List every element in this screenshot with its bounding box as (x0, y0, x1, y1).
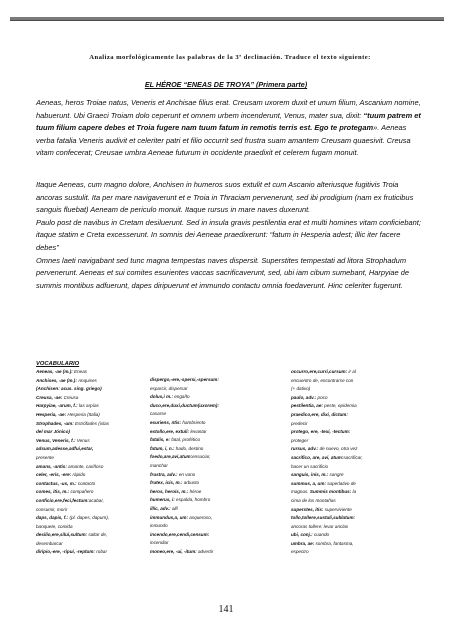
vocabulary-definition: poco (316, 394, 328, 400)
vocabulary-entry (291, 420, 419, 429)
vocabulary-term: desilio,ere,silui,sultum: (36, 532, 88, 538)
vocabulary-term: duco,ere,duxi,ductum(uxorem): (150, 402, 219, 408)
vocabulary-term: dispergo,-ere,-spersi,-spersum: (150, 377, 219, 382)
vocabulary-definition: la (351, 489, 357, 495)
vocabulary-definition: hacer un sacrificio (291, 463, 329, 469)
vocabulary-term: paulo, adv.: (291, 394, 317, 400)
vocabulary-definition: saltar de, (87, 532, 108, 538)
vocabulary-term: sacrifico, are, avi, atum: (291, 454, 344, 460)
instruction-text: Analiza morfológicamente las palabras de la 3ª declinación. Traduce el texto siguiente: (89, 54, 371, 61)
vocabulary-entry (291, 368, 419, 377)
vocabulary-entry (291, 531, 419, 540)
vocabulary-definition: superlativo de (325, 480, 356, 486)
vocabulary-entry (36, 454, 154, 463)
vocabulary-definition: engaño (172, 394, 190, 400)
vocabulary-term: humerus, i: (150, 497, 175, 503)
vocabulary-column-3 (291, 368, 419, 557)
vocabulary-entry (150, 393, 280, 402)
vocabulary-definition: sombra, fantasma, (314, 540, 354, 546)
vocabulary-entry (291, 540, 419, 549)
vocabulary-entry (150, 376, 280, 385)
vocabulary-entry (291, 514, 419, 523)
vocabulary-entry (36, 437, 154, 446)
vocabulary-term: fatum, i, n.: (150, 445, 175, 451)
vocabulary-entry (150, 479, 280, 488)
vocabulary-definition: advertir (196, 548, 214, 554)
vocabulary-definition: (+ dativo) (291, 386, 311, 392)
vocabulary-term: protego, ere, -texi, -tectum: (291, 429, 351, 435)
vocabulary-definition: cuando (312, 532, 330, 538)
vocabulary-entry (150, 522, 280, 531)
vocabulary-definition: Venus (75, 437, 90, 443)
vocabulary-entry (150, 488, 280, 497)
paragraph-run: ». Aeneas verba fatalia Veneris audivit et celeriter patri et filio occurrit sed frustra suam amantem Creusam quaesivit. Creusa vitam confecerat; Creusae umbra Aeneae futurum in occidente praedixit et celerem fugam monuit. (36, 123, 411, 158)
vocabulary-definition: cima de los montañas (291, 497, 336, 503)
paragraph-2b: Paulo post de navibus in Cretam desiluerunt. Sed in insula gravis pestilentia erat et multi homines vitam conficiebant; itaque statim e Creta excesserunt. In somnis dei Aeneae praedixerunt: “fatum in Hesperia adest; illic iter facere debes” (36, 217, 421, 252)
vocabulary-definition: proteger (291, 437, 309, 443)
vocabulary-term: Strophades, -um: (36, 420, 74, 426)
vocabulary-entry (291, 471, 419, 480)
vocabulary-definition: Estrófades (islas (73, 420, 110, 426)
vocabulary-term: rursus, adv.: (291, 446, 319, 452)
vocabulary-entry (291, 523, 419, 532)
vocabulary-term: illic, adv.: (150, 505, 171, 511)
vocabulary-definition: Hesperia (Italia) (66, 411, 100, 417)
vocabulary-entry (150, 505, 280, 514)
vocabulary-entry (150, 496, 280, 505)
vocabulary-term: celer, -eris, -ere: (36, 472, 72, 478)
vocabulary-entry (36, 377, 154, 386)
latin-paragraph-1 (36, 97, 421, 160)
vocabulary-entry (36, 394, 154, 403)
vocabulary-term: occurro,ere,curri,cursum: (291, 369, 348, 374)
vocabulary-entry (36, 368, 154, 377)
vocabulary-entry (291, 385, 419, 394)
vocabulary-definition: ensuciar, (192, 454, 211, 460)
vocabulary-column-2 (150, 376, 280, 556)
vocabulary-definition: sangre (328, 472, 344, 478)
vocabulary-definition: desembarcar (36, 540, 63, 546)
vocabulary-term: superstes, itis: (291, 506, 324, 512)
vocabulary-definition: peste, epidemia (322, 403, 357, 409)
vocabulary-definition: magnus. (291, 489, 310, 495)
vocabulary-term: frutex, icis, m.: (150, 480, 183, 486)
vocabulary-definition: en vano (177, 471, 196, 477)
vocabulary-entry (291, 437, 419, 446)
vocabulary-entry (150, 410, 280, 419)
vocabulary-entry (36, 540, 154, 549)
vocabulary-definition: arbusto (182, 480, 200, 486)
vocabulary-entry (291, 488, 419, 497)
vocabulary-definition: superviviente (323, 506, 352, 512)
vocabulary-term: heros, herois, m.: (150, 488, 189, 494)
vocabulary-term: Aeneas, -ae (m.): (36, 369, 73, 374)
page-number: 141 (218, 604, 234, 615)
vocabulary-term: fatalis, e: (150, 437, 170, 443)
vocabulary-entry (291, 377, 419, 386)
vocabulary-entry (291, 428, 419, 437)
vocabulary-definition: Anquises (76, 377, 97, 383)
vocabulary-definition: ir al (347, 369, 356, 374)
vocabulary-entry (36, 523, 154, 532)
vocabulary-definition: acabar, (88, 497, 104, 503)
header-rule (10, 17, 444, 21)
vocabulary-definition: presente (36, 454, 54, 460)
vocabulary-definition: encuentro de, encontrarse con (291, 377, 354, 383)
vocabulary-entry (150, 462, 280, 471)
reading-title: EL HÉROE “ENEAS DE TROYA” (Primera parte) (144, 80, 308, 89)
paragraph-run: Aeneas, heros Troiae natus, Veneris et Anchisae filius erat. Creusam uxorem duxit et unum filium, Ascanium nomine, habuerunt. Ubi Graeci Troiam dolo ceperunt et omnem urbem incenderunt, Venus, mater sua, dixit: (36, 98, 421, 120)
vocabulary-term: frustra, adv.: (150, 471, 178, 477)
vocabulary-term: Creusa, -ae: (36, 394, 63, 400)
vocabulary-entry (150, 531, 280, 540)
vocabulary-term: conficio,ere,feci,fectum: (36, 497, 89, 503)
paragraph-2c: Omnes laeti navigabant sed tunc magna tempestas naves dispersit. Superstites tempestati ad litora Strophadum pervenerunt. Aeneas et sui comites esurientes vaccas sacrificaverunt, sed, ubi iam cibum sumebant, Harpyiae de summis montibus adfuerunt, dapes diripuerunt et immundo contactu omnia foedaverunt. Hinc celeriter fugerunt. (36, 255, 410, 290)
vocabulary-entry (36, 428, 154, 437)
vocabulary-term: Venus, Veneris, f.: (36, 437, 76, 443)
vocabulary-definition: Creusa (62, 394, 79, 400)
vocabulary-definition: inmundo (150, 523, 168, 529)
vocabulary-definition: asqueroso, (188, 514, 213, 520)
latin-paragraph-2 (36, 179, 421, 292)
vocabulary-column-1 (36, 368, 154, 557)
vocabulary-term: comes, itis, m.: (36, 489, 70, 495)
vocabulary-entry (291, 454, 419, 463)
vocabulary-definition: amante, cariñoso (66, 463, 104, 469)
vocabulary-entry (36, 497, 154, 506)
vocabulary-definition: levantar (189, 428, 207, 434)
vocabulary-term: amans, -antis: (36, 463, 67, 469)
vocabulary-entry (150, 453, 280, 462)
vocabulary-definition: hambriento (181, 419, 206, 425)
vocabulary-entry (291, 445, 419, 454)
vocabulary-definition: consumir, morir (36, 506, 68, 512)
vocabulary-term: contactus, -us, m.: (36, 480, 77, 486)
vocabulary-definition: casarse (150, 411, 167, 417)
vocabulary-definition: fatal, profético (169, 437, 201, 443)
vocabulary-definition: de nuevo, otra vez (318, 446, 358, 452)
vocabulary-term: Hesperia, -ae: (36, 411, 67, 417)
vocabulary-entry (36, 463, 154, 472)
vocabulary-term: sanguis, inis, m.: (291, 472, 329, 478)
vocabulary-entry (36, 385, 154, 394)
vocabulary-entry (36, 402, 154, 411)
vocabulary-entry (150, 471, 280, 480)
vocabulary-entry (150, 539, 280, 548)
vocabulary-entry (291, 411, 419, 420)
paragraph-1-body (36, 97, 421, 160)
vocabulary-entry (36, 548, 154, 557)
vocabulary-definition: ancoras tollere: levar anclas (291, 523, 349, 529)
vocabulary-term: Summis montibus: (309, 489, 352, 495)
vocabulary-definition: (pl. dapes, dapum), (68, 515, 110, 521)
vocabulary-entry (36, 445, 154, 454)
vocabulary-term: del mar Jónico) (36, 429, 70, 435)
vocabulary-entry (291, 463, 419, 472)
vocabulary-entry (36, 411, 154, 420)
vocabulary-term: immundus,a, um: (150, 514, 189, 520)
vocabulary-term: Harpyiae, -arum, f.: (36, 403, 78, 409)
vocabulary-entry (36, 480, 154, 489)
vocabulary-entry (36, 531, 154, 540)
vocabulary-definition: robar (94, 549, 107, 555)
paragraph-2a: Itaque Aeneas, cum magno dolore, Anchisen in humeros suos extulit et cum Ascanio alteriusque fugitivis Troia ancoras sustulit. Ita per mare navigaverunt et e Troia in Thraciam pervenerunt, sed ibi prodigium (nam ex fruticibus sanguis fluebat) Aeneam de periculo monuit. Itaque rursus in mare naves duxerunt. (36, 180, 414, 215)
vocabulary-definition: esparcir, dispersar (150, 385, 188, 391)
vocabulary-term: dolus,i m.: (150, 394, 173, 400)
vocabulary-entry (36, 420, 154, 429)
vocabulary-definition: Eneas (72, 369, 88, 374)
vocabulary-entry (150, 436, 280, 445)
vocabulary-term: diripio,-ere, -ripui, -reptum: (36, 549, 95, 555)
vocabulary-definition: compañero (69, 489, 94, 495)
vocabulary-term: praedico,ere, dixi, dictum: (291, 411, 348, 417)
vocabulary-definition: hado, destino (174, 445, 204, 451)
vocabulary-definition: las arpías (77, 403, 99, 409)
vocabulary-term: umbra, ae: (291, 540, 315, 546)
vocabulary-definition: espalda, hombro (174, 497, 211, 503)
vocabulary-heading: VOCABULARIO (36, 361, 80, 367)
vocabulary-definition: allí (170, 505, 178, 511)
vocabulary-entry (150, 548, 280, 557)
vocabulary-definition: héroe (188, 488, 202, 494)
vocabulary-term: summus, a, um: (291, 480, 326, 486)
vocabulary-entry (291, 402, 419, 411)
vocabulary-entry (150, 385, 280, 394)
vocabulary-entry (291, 506, 419, 515)
vocabulary-term: moneo,ere, -ui, -itum: (150, 548, 197, 554)
vocabulary-definition: banquete, comida (36, 523, 73, 529)
vocabulary-term: pestilentia, ae: (291, 403, 323, 409)
vocabulary-entry (150, 445, 280, 454)
vocabulary-term: (Anchisen: acus. sing. griego) (36, 386, 102, 392)
vocabulary-definition: sacrificar, (343, 454, 363, 460)
vocabulary-definition: manchar (150, 462, 168, 468)
vocabulary-definition: espectro (291, 549, 309, 555)
vocabulary-entry (150, 428, 280, 437)
vocabulary-entry (291, 480, 419, 489)
vocabulary-term: incendo,ere,cendi,censum: (150, 531, 210, 537)
vocabulary-definition: rápido (71, 472, 86, 478)
vocabulary-entry (36, 471, 154, 480)
vocabulary-term: tollo,tollere,sustuli,sublatum: (291, 515, 356, 521)
vocabulary-definition: contacto (76, 480, 96, 486)
vocabulary-term: esuriens, ntis: (150, 419, 182, 425)
vocabulary-definition: incendiar (150, 540, 169, 546)
vocabulary-entry (150, 514, 280, 523)
vocabulary-term: ubi, conj.: (291, 532, 313, 538)
vocabulary-term: foedo,are,avi,atum: (150, 454, 193, 460)
vocabulary-definition: predecir (291, 420, 308, 426)
vocabulary-entry (36, 506, 154, 515)
vocabulary-entry (291, 394, 419, 403)
vocabulary-term: Anchises, -ae (m.): (36, 377, 77, 383)
vocabulary-entry (291, 497, 419, 506)
emphasized-quote: “tuum patrem et tuum filium capere debes et Troia fugere nam tuum fatum in remotis terris est. Ego te protegam (36, 110, 421, 133)
vocabulary-term: adsum,adesse,adfui,estar, (36, 446, 94, 452)
vocabulary-entry (150, 419, 280, 428)
vocabulary-entry (291, 548, 419, 557)
vocabulary-term: daps, dapis, f.: (36, 515, 69, 521)
vocabulary-term: extollo,ere, extuli: (150, 428, 190, 434)
vocabulary-entry (36, 488, 154, 497)
vocabulary-entry (150, 402, 280, 411)
vocabulary-entry (36, 514, 154, 523)
